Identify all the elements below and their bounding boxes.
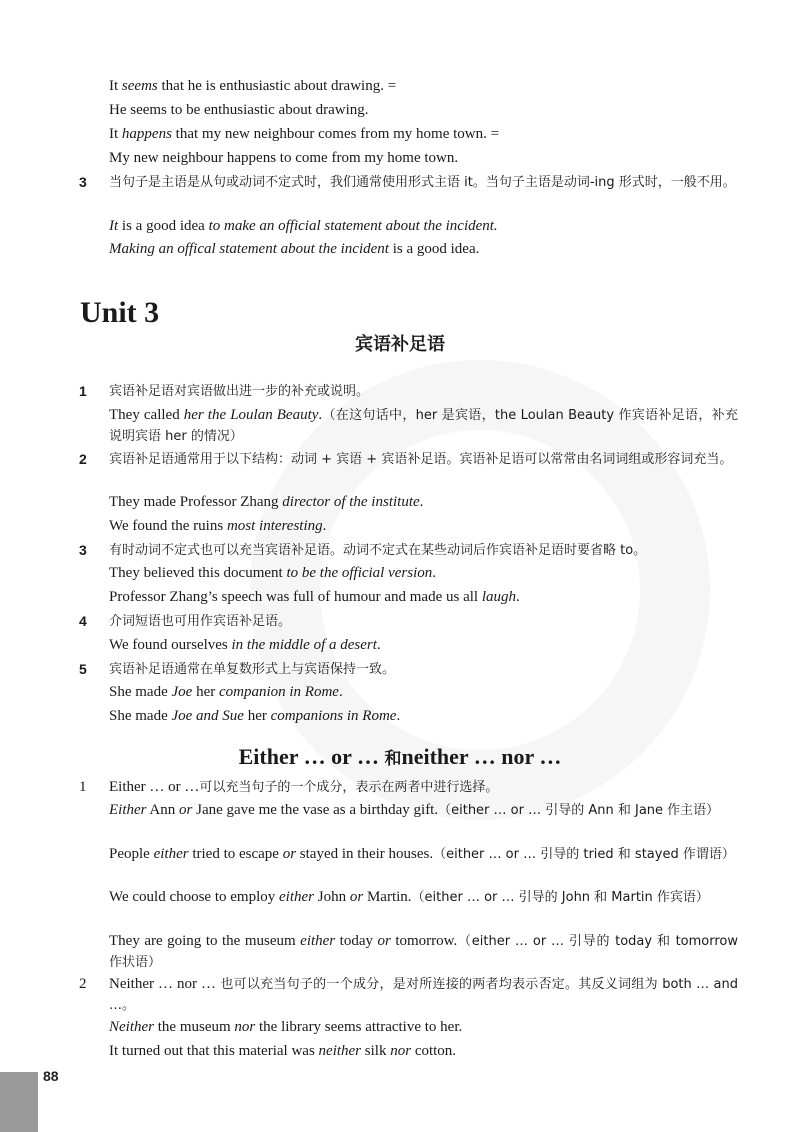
- example-line: [109, 844, 738, 865]
- text: We could choose to employ: [109, 889, 280, 905]
- text: that my new neighbour comes from my home town. =: [171, 126, 500, 142]
- example-line: [109, 931, 738, 973]
- text: Professor Zhang’s speech was full of humour and made us all: [109, 589, 482, 605]
- rule-item: [79, 540, 738, 561]
- note: （either … or … 引导的 tried 和 stayed 作谓语）: [433, 847, 735, 862]
- emphasis: Either: [109, 802, 147, 818]
- rule-item: [79, 381, 738, 402]
- example-line: [109, 516, 738, 536]
- emphasis: Making an offical statement about the incident: [109, 241, 389, 257]
- text: is a good idea.: [388, 241, 480, 257]
- emphasis: either: [153, 846, 189, 862]
- example-line: [109, 587, 738, 607]
- emphasis: or: [282, 846, 297, 862]
- emphasis: director of the institute: [282, 494, 420, 510]
- text: Ann: [146, 802, 180, 818]
- example-line: [109, 1017, 738, 1037]
- emphasis: her the Loulan Beauty: [183, 407, 319, 423]
- text: neither … nor …: [401, 744, 562, 769]
- unit-title: Unit 3: [80, 296, 160, 329]
- emphasis: or: [377, 933, 391, 949]
- example-line: [109, 887, 738, 908]
- emphasis: It: [109, 218, 119, 234]
- text: .: [376, 637, 381, 653]
- text: Neither … nor …: [109, 976, 216, 992]
- example-line: He seems to be enthusiastic about drawing.: [109, 102, 369, 118]
- emphasis: to make an official statement about the incident.: [208, 218, 498, 234]
- text: 和: [384, 749, 402, 769]
- text: She made: [109, 684, 172, 700]
- emphasis: either: [279, 889, 315, 905]
- text: They are going to the museum: [109, 933, 301, 949]
- text: .: [338, 684, 343, 700]
- text: It turned out that this material was: [109, 1043, 319, 1059]
- text: cotton.: [411, 1043, 457, 1059]
- emphasis: laugh: [481, 589, 517, 605]
- item-number: 1: [79, 383, 87, 399]
- rule-text: 介词短语也可用作宾语补足语。: [109, 614, 292, 629]
- item-number: 3: [79, 542, 87, 558]
- example-line: [109, 76, 738, 96]
- example-line: [109, 492, 738, 512]
- text: They called: [109, 407, 184, 423]
- text: Either … or …: [109, 779, 200, 795]
- text: her: [192, 684, 219, 700]
- rule-item: [79, 172, 738, 193]
- rule-text: 可以充当句子的一个成分，表示在两者中进行选择。: [199, 780, 499, 795]
- note: （在这句话中，her 是宾语，the Loulan Beauty 作宾语补足语，补充说明宾语 her 的情况）: [109, 408, 738, 444]
- rule-item: [79, 777, 738, 798]
- text: the museum: [154, 1019, 235, 1035]
- page-edge-tab: [0, 1072, 38, 1132]
- emphasis: Joe: [171, 684, 193, 700]
- emphasis: happens: [121, 126, 172, 142]
- item-number: 4: [79, 613, 87, 629]
- example-line: [109, 635, 738, 655]
- emphasis: either: [300, 933, 336, 949]
- text: They believed this document: [109, 565, 287, 581]
- text: her: [243, 708, 271, 724]
- text: John: [314, 889, 350, 905]
- rule-text: 当句子是主语是从句或动词不定式时，我们通常使用形式主语 it。当句子主语是动词-ing 形式时，一般不用。: [109, 175, 736, 190]
- item-number: 1: [79, 779, 87, 795]
- note: （either … or … 引导的 today 和 tomorrow 作状语）: [109, 934, 739, 970]
- emphasis: or: [179, 802, 193, 818]
- text: Martin.: [363, 889, 412, 905]
- example-line: [109, 1041, 738, 1061]
- emphasis: to be the official version: [286, 565, 433, 581]
- example-line: [109, 682, 738, 702]
- item-number: 3: [79, 174, 87, 190]
- note: （either … or … 引导的 Ann 和 Jane 作主语）: [438, 803, 720, 818]
- text: .: [322, 518, 327, 534]
- text: It: [109, 126, 122, 142]
- emphasis: Neither: [109, 1019, 154, 1035]
- section-title-object-complement: 宾语补足语: [355, 334, 445, 355]
- example-line: [109, 706, 738, 726]
- emphasis: companion in Rome: [218, 684, 339, 700]
- rule-text: 有时动词不定式也可以充当宾语补足语。动词不定式在某些动词后作宾语补足语时要省略 to。: [109, 543, 647, 558]
- rule-item: [79, 974, 738, 1016]
- text: today: [335, 933, 378, 949]
- item-number: 2: [79, 976, 87, 992]
- rule-text: 宾语补足语通常在单复数形式上与宾语保持一致。: [109, 662, 396, 677]
- example-line: [109, 216, 738, 236]
- text: tomorrow.: [390, 933, 458, 949]
- example-line: My new neighbour happens to come from my home town.: [109, 150, 459, 166]
- text: that he is enthusiastic about drawing. =: [157, 78, 397, 94]
- example-line: [109, 563, 738, 583]
- text: silk: [361, 1043, 391, 1059]
- emphasis: most interesting: [226, 518, 323, 534]
- text: stayed in their houses.: [296, 846, 434, 862]
- emphasis: Joe and Sue: [171, 708, 244, 724]
- emphasis: or: [349, 889, 364, 905]
- emphasis: seems: [121, 78, 158, 94]
- emphasis: companions in Rome: [270, 708, 397, 724]
- example-line: [109, 239, 738, 259]
- text: .: [419, 494, 424, 510]
- text: is a good idea: [118, 218, 209, 234]
- text: It: [109, 78, 122, 94]
- text: .: [396, 708, 401, 724]
- text: .: [432, 565, 437, 581]
- section-title-either-neither: [0, 744, 800, 770]
- item-number: 5: [79, 661, 87, 677]
- text: We found ourselves: [109, 637, 232, 653]
- example-line: [109, 800, 738, 821]
- text: They made Professor Zhang: [109, 494, 283, 510]
- emphasis: neither: [318, 1043, 362, 1059]
- rule-item: [79, 449, 738, 470]
- emphasis: nor: [234, 1019, 256, 1035]
- rule-item: [79, 611, 738, 632]
- example-line: [109, 124, 738, 144]
- text: We found the ruins: [109, 518, 227, 534]
- rule-text: 也可以充当句子的一个成分，是对所连接的两者均表示否定。其反义词组为 both … and …。: [109, 977, 738, 1013]
- text: .: [516, 589, 520, 605]
- rule-text: 宾语补足语对宾语做出进一步的补充或说明。: [109, 384, 370, 399]
- rule-text: 宾语补足语通常用于以下结构：动词 + 宾语 + 宾语补足语。宾语补足语可以常常由名词词组或形容词充当。: [109, 452, 733, 467]
- text: the library seems attractive to her.: [255, 1019, 463, 1035]
- emphasis: nor: [390, 1043, 412, 1059]
- text: .: [318, 407, 323, 423]
- note: （either … or … 引导的 John 和 Martin 作宾语）: [411, 890, 709, 905]
- rule-item: [79, 659, 738, 680]
- text: tried to escape: [188, 846, 283, 862]
- emphasis: in the middle of a desert: [231, 637, 377, 653]
- text: Either … or …: [238, 744, 385, 769]
- page-number: 88: [43, 1068, 59, 1084]
- item-number: 2: [79, 451, 87, 467]
- text: People: [109, 846, 154, 862]
- example-line: [109, 405, 738, 447]
- text: Jane gave me the vase as a birthday gift.: [192, 802, 439, 818]
- text: She made: [109, 708, 172, 724]
